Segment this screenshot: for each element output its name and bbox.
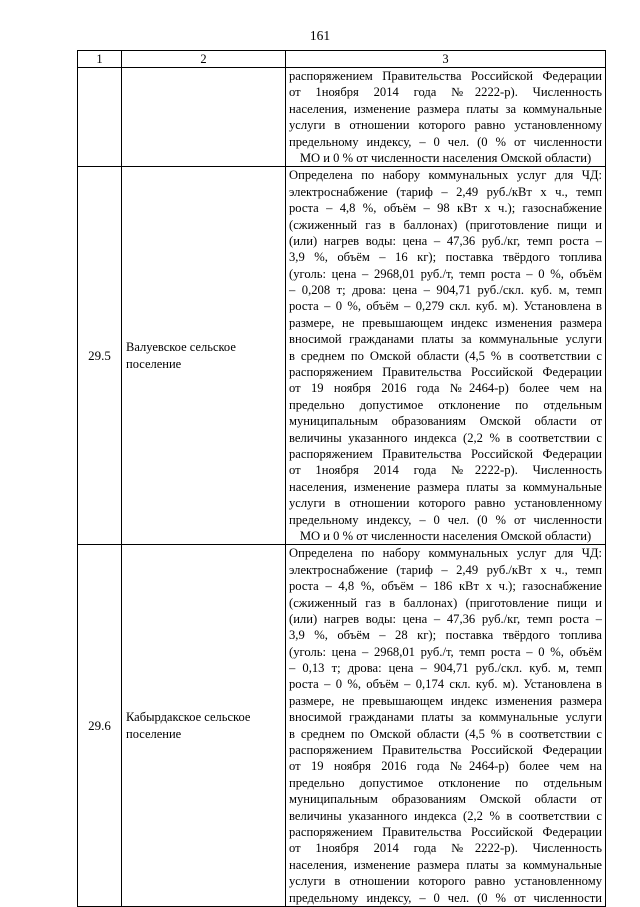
continuation-num-cell: [78, 68, 122, 167]
text-line: 3,9 %, объём – 16 кг); поставка твёрдого топлива: [289, 250, 602, 265]
text-line: вносимой гражданами платы за коммунальные услуги: [289, 710, 602, 725]
text-line: (сжиженный газ в баллонах) (приготовление пищи и: [289, 595, 602, 610]
text-line: муниципальным образованиям Омской области от: [289, 414, 602, 429]
text-line: (или) нагрев воды: цена – 47,36 руб./кг, темп роста –: [289, 611, 602, 626]
header-col-3: 3: [286, 51, 606, 68]
text-line: Определена по набору коммунальных услуг для ЧД:: [289, 546, 602, 561]
text-line: 3,9 %, объём – 28 кг); поставка твёрдого топлива: [289, 628, 602, 643]
text-line: величины указанного индекса (2,2 % в соответствии с: [289, 430, 602, 445]
continuation-text-cell: [286, 68, 606, 167]
header-col-2: 2: [122, 51, 286, 68]
row-number: 29.6: [78, 545, 122, 907]
text-line: Определена по набору коммунальных услуг для ЧД:: [289, 168, 602, 183]
text-line: услуги в отношении которого равно установленному: [289, 874, 602, 889]
text-line: муниципальным образованиям Омской области от: [289, 792, 602, 807]
text-line: (уголь: цена – 2968,01 руб./т, темп роста – 0 %, объём: [289, 266, 602, 281]
text-line: населения, изменение размера платы за коммунальные: [289, 101, 602, 116]
text-line: распоряжением Правительства Российской Федерации: [289, 446, 602, 461]
text-line: роста – 4,8 %, объём – 98 кВт х ч.); газоснабжение: [289, 201, 602, 216]
text-line: от 1ноября 2014 года №2222-р). Численность: [289, 85, 602, 100]
text-line: (уголь: цена – 2968,01 руб./т, темп роста – 0 %, объём: [289, 644, 602, 659]
text-line: вносимой гражданами платы за коммунальные услуги: [289, 332, 602, 347]
text-line: роста – 4,8 %, объём – 186 кВт х ч.); газоснабжение: [289, 579, 602, 594]
text-line: предельному индексу, – 0 чел. (0 % от численности: [289, 134, 602, 149]
text-line: МО и 0 % от численности населения Омской области): [299, 528, 592, 543]
text-line: предельному индексу, – 0 чел. (0 % от численности: [289, 890, 602, 905]
text-line: размере, не превышающем индекс изменения размера: [289, 315, 602, 330]
text-line: МО и 0 % от численности населения Омской области): [299, 150, 592, 165]
text-line: от 1ноября 2014 года №2222-р). Численность: [289, 463, 602, 478]
text-line: электроснабжение (тариф – 2,49 руб./кВт х ч., темп: [289, 562, 602, 577]
text-line: от 1ноября 2014 года №2222-р). Численность: [289, 841, 602, 856]
text-line: (или) нагрев воды: цена – 47,36 руб./кг, темп роста –: [289, 233, 602, 248]
text-line: в среднем по Омской области (4,5 % в соответствии с: [289, 726, 602, 741]
text-line: предельно допустимое отклонение по отдельным: [289, 397, 602, 412]
settlement-name: Валуевское сельское поселение: [122, 167, 286, 545]
page-number: 161: [309, 28, 331, 43]
text-line: величины указанного индекса (2,2 % в соответствии с: [289, 808, 602, 823]
settlement-name: Кабырдакское сельское поселение: [122, 545, 286, 907]
text-line: от 19 ноября 2016 года №2464-р) более чем на: [289, 381, 602, 396]
text-line: размере, не превышающем индекс изменения размера: [289, 693, 602, 708]
text-line: предельно допустимое отклонение по отдельным: [289, 775, 602, 790]
text-line: населения, изменение размера платы за коммунальные: [289, 479, 602, 494]
description-cell: [286, 167, 606, 545]
text-line: населения, изменение размера платы за коммунальные: [289, 857, 602, 872]
table-row: [78, 167, 606, 545]
continuation-row: [78, 68, 606, 167]
row-number: 29.5: [78, 167, 122, 545]
text-line: распоряжением Правительства Российской Федерации: [289, 743, 602, 758]
text-line: распоряжением Правительства Российской Федерации: [289, 69, 602, 83]
text-line: – 0,208 т; дрова: цена – 904,71 руб./скл. куб. м, темп: [289, 283, 602, 298]
text-line: роста – 0 %, объём – 0,279 скл. куб. м). Установлена в: [289, 299, 602, 314]
text-line: роста – 0 %, объём – 0,174 скл. куб. м). Установлена в: [289, 677, 602, 692]
table-header-row: [78, 51, 606, 68]
description-cell: [286, 545, 606, 907]
data-table: [77, 50, 606, 907]
text-line: услуги в отношении которого равно установленному: [289, 118, 602, 133]
text-line: электроснабжение (тариф – 2,49 руб./кВт х ч., темп: [289, 184, 602, 199]
header-col-1: 1: [78, 51, 122, 68]
text-line: – 0,13 т; дрова: цена – 904,71 руб./скл. куб. м, темп: [289, 661, 602, 676]
text-line: в среднем по Омской области (4,5 % в соответствии с: [289, 348, 602, 363]
text-line: распоряжением Правительства Российской Федерации: [289, 824, 602, 839]
table-row: [78, 545, 606, 907]
continuation-name-cell: [122, 68, 286, 167]
text-line: предельному индексу, – 0 чел. (0 % от численности: [289, 512, 602, 527]
text-line: от 19 ноября 2016 года №2464-р) более чем на: [289, 759, 602, 774]
text-line: распоряжением Правительства Российской Федерации: [289, 365, 602, 380]
text-line: услуги в отношении которого равно установленному: [289, 496, 602, 511]
text-line: (сжиженный газ в баллонах) (приготовление пищи и: [289, 217, 602, 232]
